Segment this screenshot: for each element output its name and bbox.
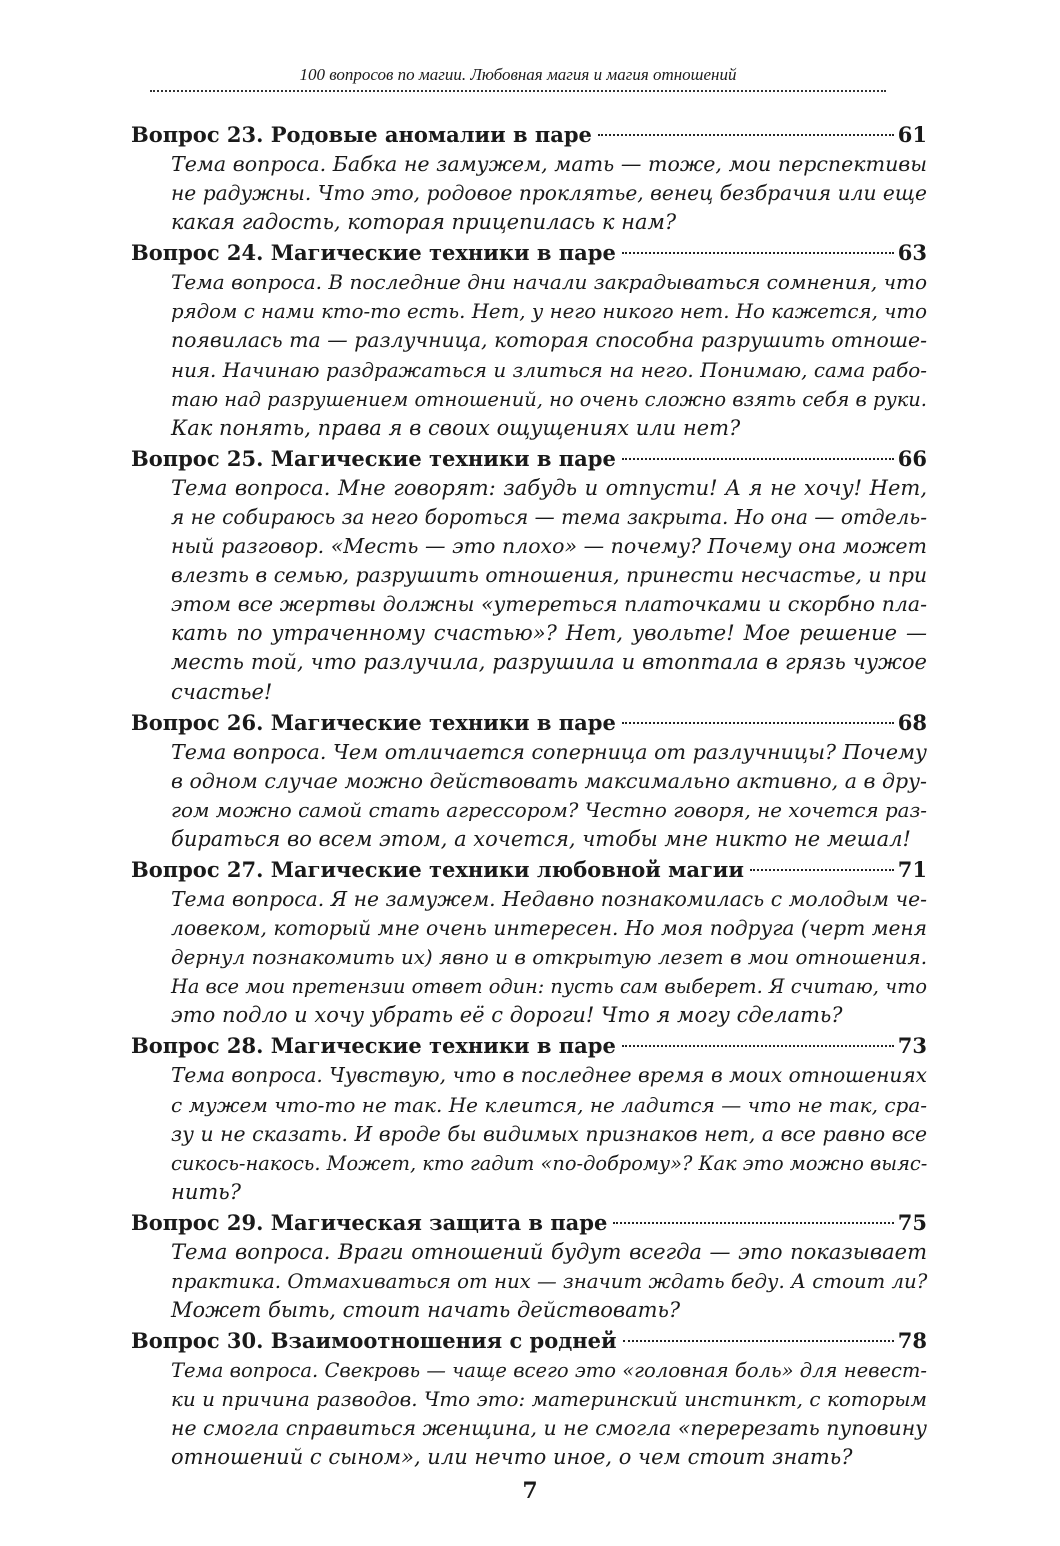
toc-entry [131,1325,927,1472]
description-line: в одном случае можно действовать максимально активно, а в дру- [171,768,927,793]
dot-leader [622,458,894,460]
description-line: рядом с нами кто-то есть. Нет, у него никого нет. Но кажется, что [171,300,927,324]
description-line: Как понять, права я в своих ощущениях или нет? [171,415,741,440]
description-line: ловеком, который мне очень интересен. Но моя подруга (черт меня [171,916,927,941]
dot-leader [622,252,894,254]
description-line: На все мои претензии ответ один: пусть сам выберет. Я считаю, что [171,975,927,999]
description-line: гом можно самой стать агрессором? Честно говоря, не хочется раз- [171,798,927,822]
toc-entry-description [131,150,927,237]
toc-entry-title-row[interactable] [131,707,927,738]
description-line: практика. Отмахиваться от них — значит ждать беду. А стоит ли? [171,1270,928,1293]
toc-entry-title-row[interactable] [131,854,927,885]
description-line: Тема вопроса. Чем отличается соперница от разлучницы? Почему [171,739,927,764]
description-line: ки и причина разводов. Что это: материнский инстинкт, с которым [171,1388,927,1412]
toc-entry-title: Вопрос 23. Родовые аномалии в паре [131,122,592,147]
dot-leader [613,1222,893,1224]
toc-entry-description [131,1061,927,1206]
description-line: ния. Начинаю раздражаться и злиться на него. Понимаю, сама рабо- [171,358,927,382]
description-line: дернул познакомить их) явно и в открытую лезет в мои отношения. [171,946,927,970]
toc-entry-title-row[interactable] [131,1207,927,1238]
toc-entry-page: 71 [897,856,927,882]
toc-entry-title: Вопрос 26. Магические техники в паре [131,709,616,735]
toc-entry-page: 68 [897,709,927,735]
toc-entry [131,237,927,443]
toc-entry-page: 66 [897,445,927,471]
description-line: влезть в семью, разрушить отношения, принести несчастье, и при [171,563,927,588]
toc-entry-title-row[interactable] [131,1030,927,1061]
description-line: не смогла справиться женщина, и не смогла «перерезать пуповину [171,1416,927,1441]
toc-entry-title-row[interactable] [131,1325,927,1356]
toc-entry [131,443,927,707]
toc-entry-description [131,738,927,854]
toc-entry-title: Вопрос 29. Магическая защита в паре [131,1209,608,1235]
description-line: это подло и хочу убрать её с дороги! Что я могу сделать? [171,1003,843,1028]
toc-entry-page: 63 [897,240,927,266]
toc-entry-description [131,885,927,1030]
description-line: отношений с сыном», или нечто иное, о чем стоит знать? [171,1445,853,1470]
description-line: кать по утраченному счастью»? Нет, увольте! Мое решение — [171,621,927,646]
description-line: нить? [171,1179,241,1204]
toc-entry-title: Вопрос 24. Магические техники в паре [131,240,616,266]
description-line: месть той, что разлучила, разрушила и втоптала в грязь чужое [171,650,927,675]
toc-entry [131,119,927,237]
toc-entry-page: 61 [897,122,927,147]
dot-leader [750,869,894,871]
toc-entry-description [131,1238,927,1325]
toc-entry-description [131,268,927,443]
table-of-contents [131,119,927,1473]
toc-entry-title-row[interactable] [131,443,927,474]
header-dotted-rule [150,90,886,92]
running-head: 100 вопросов по магии. Любовная магия и магия отношений [299,65,737,84]
toc-entry [131,854,927,1030]
dot-leader [622,722,894,724]
description-line: Тема вопроса. Я не замужем. Недавно познакомилась с молодым че- [171,886,927,911]
description-line: Может быть, стоит начать действовать? [171,1298,681,1323]
toc-entry-title: Вопрос 28. Магические техники в паре [131,1033,616,1059]
toc-entry-page: 78 [897,1328,927,1354]
description-line: сикось-накось. Может, кто гадит «по-доброму»? Как это можно выяс- [171,1151,928,1175]
dot-leader [622,1045,894,1047]
dot-leader [598,134,894,136]
description-line: этом все жертвы должны «утереться платочками и скорбно пла- [171,592,927,617]
description-line: с мужем что-то не так. Не клеится, не ладится — что не так, сра- [171,1092,927,1117]
toc-entry-page: 73 [897,1033,927,1059]
toc-entry-description [131,1356,927,1472]
toc-entry-page: 75 [897,1209,927,1235]
description-line: счастье! [171,679,273,704]
dot-leader [623,1340,894,1342]
description-line: я не собираюсь за него бороться — тема закрыта. Но она — отдель- [171,504,927,529]
toc-entry-title-row[interactable] [131,119,927,150]
toc-entry [131,707,927,854]
description-line: зу и не сказать. И вроде бы видимых признаков нет, а все равно все [171,1121,927,1146]
description-line: Тема вопроса. Враги отношений будут всегда — это показывает [171,1239,927,1264]
page-number: 7 [522,1478,538,1504]
description-line: не радужны. Что это, родовое проклятье, венец безбрачия или еще [171,181,927,206]
description-line: Тема вопроса. Свекровь — чаще всего это «головная боль» для невест- [171,1359,927,1383]
description-line: Тема вопроса. В последние дни начали закрадываться сомнения, что [171,270,928,295]
toc-entry-title: Вопрос 27. Магические техники любовной магии [131,856,744,882]
toc-entry-title-row[interactable] [131,237,927,268]
toc-entry [131,1207,927,1325]
toc-entry-title: Вопрос 30. Взаимоотношения с родней [131,1328,617,1354]
toc-entry-title: Вопрос 25. Магические техники в паре [131,445,616,471]
description-line: Тема вопроса. Чувствую, что в последнее время в моих отношениях [171,1063,927,1088]
toc-entry-description [131,474,927,707]
description-line: какая гадость, которая прицепилась к нам? [171,210,677,235]
toc-entry [131,1030,927,1206]
description-line: Тема вопроса. Бабка не замужем, мать — тоже, мои перспективы [171,152,927,176]
description-line: Тема вопроса. Мне говорят: забудь и отпусти! А я не хочу! Нет, [171,475,927,500]
description-line: таю над разрушением отношений, но очень сложно взять себя в руки. [171,387,927,411]
description-line: бираться во всем этом, а хочется, чтобы мне никто не мешал! [171,826,911,851]
description-line: появилась та — разлучница, которая способна разрушить отноше- [171,328,927,353]
description-line: ный разговор. «Месть — это плохо» — почему? Почему она может [171,534,927,559]
